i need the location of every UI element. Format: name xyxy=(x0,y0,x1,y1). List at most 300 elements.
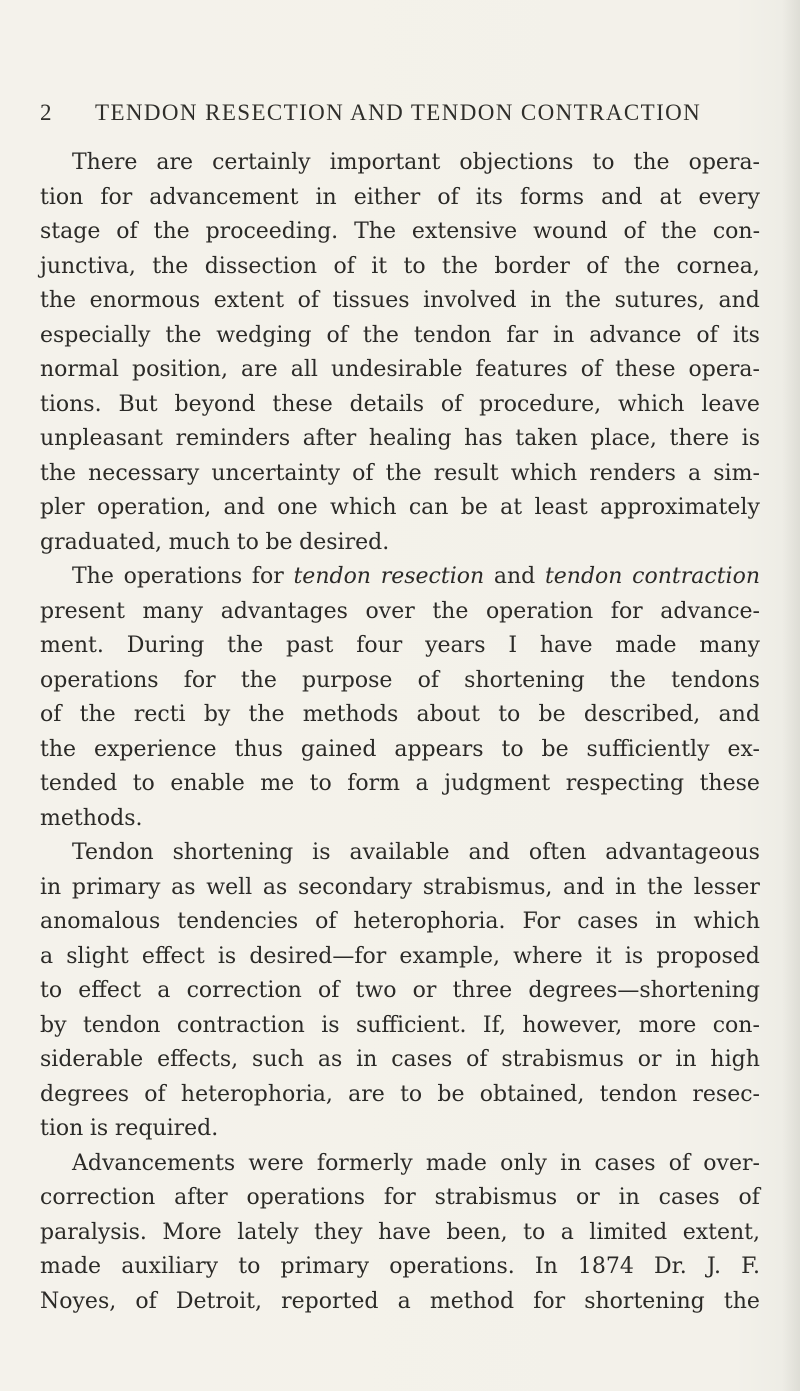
word: recti xyxy=(133,702,186,727)
word: be xyxy=(265,529,293,555)
word: lately xyxy=(237,1219,299,1245)
word: Tendon xyxy=(72,840,154,865)
word: which xyxy=(329,495,397,520)
word: tions. xyxy=(40,391,102,417)
word: involved xyxy=(423,288,517,313)
word: effect xyxy=(78,978,142,1003)
page-number: 2 xyxy=(40,100,53,125)
word: gained xyxy=(300,736,377,762)
word: has xyxy=(464,426,503,451)
word: operations xyxy=(123,564,243,589)
word: the xyxy=(40,288,77,313)
word: be xyxy=(541,736,569,762)
word: is xyxy=(321,1012,340,1038)
word: Advancements xyxy=(72,1150,236,1176)
word: high xyxy=(710,1047,760,1072)
word: a xyxy=(688,460,702,486)
word: the xyxy=(165,322,202,348)
word: is xyxy=(89,1116,109,1141)
word: reported xyxy=(281,1288,379,1314)
word: by xyxy=(40,1012,67,1038)
word: objections xyxy=(459,150,574,175)
word: example, xyxy=(399,943,500,969)
word: in xyxy=(40,874,62,900)
text-line xyxy=(40,250,760,285)
word: advantages xyxy=(220,598,348,624)
word: to xyxy=(236,529,259,555)
word: a xyxy=(415,771,429,796)
text-line xyxy=(40,1078,760,1113)
word: tendons xyxy=(671,667,760,693)
word: of xyxy=(696,322,718,348)
word: the xyxy=(432,598,469,624)
word: proposed xyxy=(656,943,760,969)
word: the xyxy=(40,736,77,762)
word: to xyxy=(498,702,521,727)
word: of xyxy=(315,909,337,934)
running-header xyxy=(40,100,760,140)
word: the xyxy=(609,667,646,693)
word: as xyxy=(171,874,196,900)
word: to xyxy=(40,978,63,1003)
word: primary xyxy=(71,874,161,900)
word: operation, xyxy=(96,495,212,520)
text-line xyxy=(40,491,760,526)
word: methods xyxy=(302,702,399,727)
word: tendon xyxy=(82,1012,161,1038)
text-line xyxy=(40,422,760,457)
word: after xyxy=(302,426,357,451)
word: be xyxy=(437,1081,465,1107)
word: for xyxy=(100,184,133,210)
word: in xyxy=(560,1150,582,1176)
word: There xyxy=(72,150,138,175)
word: were xyxy=(248,1150,304,1176)
word: more xyxy=(638,1012,697,1038)
word: present xyxy=(40,598,125,624)
word: healing xyxy=(368,426,452,451)
word: to xyxy=(592,150,615,175)
word: advancement xyxy=(149,184,299,210)
word: where xyxy=(513,943,583,969)
word: dissection xyxy=(204,253,318,279)
word: of xyxy=(738,1185,760,1210)
word: in xyxy=(618,1185,640,1210)
word: shortening xyxy=(172,840,294,865)
word: of xyxy=(466,1047,488,1072)
word: sufficiently xyxy=(586,736,710,762)
word: The xyxy=(72,564,114,589)
word: limited xyxy=(589,1219,668,1245)
word: which xyxy=(510,460,578,486)
word: over- xyxy=(703,1150,760,1176)
word: wedging xyxy=(216,322,312,348)
word: thus xyxy=(234,736,283,762)
word: and xyxy=(601,184,643,210)
word: But xyxy=(118,391,158,417)
word: cases xyxy=(594,1150,656,1176)
word: heterophoria, xyxy=(180,1081,333,1107)
word: ment. xyxy=(40,633,104,658)
word: resec- xyxy=(692,1081,760,1107)
word: and xyxy=(718,702,760,727)
word: these xyxy=(615,357,676,382)
text-line xyxy=(40,664,760,699)
word: contraction xyxy=(632,564,760,589)
word: to xyxy=(523,1219,546,1245)
word: lesser xyxy=(693,874,760,900)
word: been, xyxy=(446,1219,508,1245)
text-line xyxy=(40,767,760,802)
word: normal xyxy=(40,357,119,382)
word: of xyxy=(668,1150,691,1176)
word: strabismus, xyxy=(422,874,553,900)
text-line xyxy=(40,802,760,837)
word: many xyxy=(699,633,760,658)
word: years xyxy=(425,633,486,658)
word: renders xyxy=(589,460,676,486)
word: junctiva, xyxy=(40,253,136,279)
word: The xyxy=(354,219,396,244)
word: features xyxy=(475,357,568,382)
text-line xyxy=(40,1147,760,1182)
word: operations xyxy=(246,1185,366,1210)
word: experience xyxy=(93,736,217,762)
word: many xyxy=(142,598,204,624)
text-line xyxy=(40,905,760,940)
word: four xyxy=(356,633,403,658)
word: paralysis. xyxy=(40,1219,147,1245)
word: in xyxy=(675,1047,697,1072)
word: a xyxy=(397,1288,411,1314)
running-title: TENDON RESECTION AND TENDON CONTRACTION xyxy=(95,100,702,125)
word: least xyxy=(534,495,588,520)
word: the xyxy=(442,253,479,279)
word: undesirable xyxy=(330,357,463,382)
word: approximately xyxy=(600,495,760,520)
word: of xyxy=(135,1288,157,1314)
word: proceeding. xyxy=(205,219,339,244)
word: or xyxy=(637,1047,662,1072)
word: auxiliary xyxy=(121,1254,219,1279)
text-line xyxy=(40,1216,760,1251)
text-line xyxy=(40,1112,760,1147)
word: the xyxy=(248,702,285,727)
word: the xyxy=(79,702,116,727)
word: the xyxy=(152,253,189,279)
text-line xyxy=(40,871,760,906)
word: certainly xyxy=(212,150,311,175)
word: are xyxy=(348,1081,385,1107)
word: tion xyxy=(40,184,84,210)
word: wound xyxy=(533,219,608,244)
text-line xyxy=(40,940,760,975)
word: and xyxy=(223,495,265,520)
word: about xyxy=(416,702,480,727)
word: three xyxy=(452,978,513,1003)
word: such xyxy=(252,1047,304,1072)
word: me xyxy=(260,771,295,796)
word: degrees—shortening xyxy=(528,978,760,1003)
word: can xyxy=(408,495,449,520)
word: 1874 xyxy=(577,1254,634,1279)
word: to xyxy=(400,1081,423,1107)
word: enable xyxy=(170,771,245,796)
word: Dr. xyxy=(654,1254,687,1279)
text-line xyxy=(40,698,760,733)
text-line xyxy=(40,215,760,250)
word: cases xyxy=(391,1047,453,1072)
word: tendon xyxy=(293,564,371,589)
word: advance xyxy=(589,322,682,348)
word: judgment xyxy=(444,771,551,796)
word: of xyxy=(417,667,439,693)
word: over xyxy=(365,598,415,624)
word: border xyxy=(494,253,570,279)
word: J. xyxy=(706,1254,722,1279)
word: every xyxy=(698,184,760,210)
word: two xyxy=(355,978,397,1003)
word: tended xyxy=(40,771,118,796)
word: form xyxy=(347,771,401,796)
text-line xyxy=(40,526,760,561)
body-text xyxy=(40,146,760,1319)
word: advantageous xyxy=(605,840,760,865)
word: to xyxy=(403,253,426,279)
word: the xyxy=(723,1288,760,1314)
word: to xyxy=(501,736,524,762)
word: strabismus xyxy=(501,1047,624,1072)
word: in xyxy=(356,1047,378,1072)
word: sufficient. xyxy=(355,1012,467,1038)
word: result xyxy=(433,460,499,486)
word: and xyxy=(563,874,605,900)
word: sim- xyxy=(713,460,760,486)
word: have xyxy=(539,633,593,658)
text-line xyxy=(40,319,760,354)
word: as xyxy=(262,874,288,900)
word: slight xyxy=(66,943,129,969)
word: made xyxy=(615,633,677,658)
word: tendon xyxy=(413,322,492,348)
word: During xyxy=(126,633,205,658)
word: sutures, xyxy=(614,288,705,313)
word: shortening xyxy=(584,1288,705,1314)
word: for xyxy=(183,667,216,693)
word: method xyxy=(429,1288,515,1314)
word: it xyxy=(371,253,388,279)
word: the xyxy=(362,322,399,348)
word: shortening xyxy=(464,667,585,693)
word: Detroit, xyxy=(175,1288,263,1314)
word: beyond xyxy=(174,391,256,417)
word: to xyxy=(309,771,332,796)
word: advance- xyxy=(660,598,760,624)
word: described, xyxy=(583,702,701,727)
word: uncertainty xyxy=(211,460,341,486)
word: and xyxy=(468,840,510,865)
word: is xyxy=(312,840,331,865)
word: one xyxy=(277,495,318,520)
word: graduated, xyxy=(40,529,163,555)
word: of xyxy=(116,219,138,244)
word: obtained, xyxy=(479,1081,585,1107)
word: for xyxy=(383,1185,416,1210)
text-line xyxy=(40,284,760,319)
word: methods. xyxy=(40,805,143,831)
word: far xyxy=(506,322,539,348)
word: secondary xyxy=(297,874,413,900)
text-line xyxy=(40,146,760,181)
word: of xyxy=(437,184,459,210)
word: are xyxy=(241,357,278,382)
word: its xyxy=(732,322,760,348)
word: it xyxy=(595,943,612,969)
word: unpleasant xyxy=(40,426,164,451)
word: position, xyxy=(132,357,228,382)
word: for xyxy=(533,1288,566,1314)
word: a xyxy=(560,1219,574,1245)
word: to xyxy=(238,1254,261,1279)
word: effect xyxy=(141,943,205,969)
word: in xyxy=(553,322,575,348)
word: I xyxy=(508,633,518,658)
word: purpose xyxy=(302,667,393,693)
word: leave xyxy=(701,391,760,417)
word: be xyxy=(460,495,488,520)
word: con- xyxy=(712,219,760,244)
text-line xyxy=(40,560,760,595)
word: con- xyxy=(712,1012,760,1038)
text-line xyxy=(40,836,760,871)
word: correction xyxy=(186,978,302,1003)
word: degrees xyxy=(40,1081,130,1107)
word: in xyxy=(315,184,337,210)
word: and xyxy=(493,564,536,589)
word: of xyxy=(326,322,348,348)
word: there xyxy=(669,426,730,451)
word: the xyxy=(153,219,190,244)
word: siderable xyxy=(40,1047,144,1072)
word: effects, xyxy=(157,1047,239,1072)
word: opera- xyxy=(688,357,760,382)
word: cornea, xyxy=(676,253,760,279)
word: Noyes, xyxy=(40,1288,117,1314)
word: of xyxy=(580,357,603,382)
word: strabismus xyxy=(434,1185,558,1210)
word: enormous xyxy=(89,288,201,313)
word: be xyxy=(538,702,566,727)
word: heterophoria. xyxy=(353,909,506,934)
word: is xyxy=(741,426,760,451)
text-line xyxy=(40,181,760,216)
word: anomalous xyxy=(40,909,161,934)
word: of xyxy=(440,391,463,417)
word: after xyxy=(174,1185,228,1210)
word: these xyxy=(699,771,760,796)
text-line xyxy=(40,457,760,492)
text-line xyxy=(40,1250,760,1285)
text-line xyxy=(40,595,760,630)
word: reminders xyxy=(175,426,291,451)
word: of xyxy=(352,460,374,486)
word: place, xyxy=(590,426,657,451)
word: correction xyxy=(40,1185,156,1210)
word: pler xyxy=(40,495,85,520)
text-line xyxy=(40,974,760,1009)
word: have xyxy=(378,1219,431,1245)
word: the xyxy=(227,633,264,658)
word: in xyxy=(530,288,552,313)
word: cases xyxy=(658,1185,720,1210)
word: taken xyxy=(515,426,578,451)
text-line xyxy=(40,629,760,664)
word: tendencies xyxy=(177,909,299,934)
word: a xyxy=(40,943,54,969)
text-line xyxy=(40,1181,760,1216)
word: which xyxy=(693,909,760,934)
word: the xyxy=(660,219,697,244)
word: well xyxy=(206,874,253,900)
word: ex- xyxy=(727,736,760,762)
word: available xyxy=(349,840,450,865)
text-line xyxy=(40,388,760,423)
word: for xyxy=(251,564,284,589)
word: of xyxy=(40,702,62,727)
word: the xyxy=(633,150,670,175)
text-line xyxy=(40,1043,760,1078)
word: For xyxy=(522,909,561,934)
page-edge-shadow xyxy=(782,0,800,1391)
word: important xyxy=(329,150,441,175)
word: F. xyxy=(741,1254,760,1279)
word: desired. xyxy=(299,529,390,555)
word: made xyxy=(425,1150,487,1176)
word: at xyxy=(500,495,523,520)
word: only xyxy=(500,1150,547,1176)
word: tion xyxy=(40,1116,84,1141)
word: details xyxy=(349,391,424,417)
word: the xyxy=(647,874,684,900)
word: to xyxy=(132,771,155,796)
word: all xyxy=(290,357,318,382)
word: extent, xyxy=(682,1219,760,1245)
word: or xyxy=(575,1185,600,1210)
word: much xyxy=(168,529,231,555)
word: tendon xyxy=(599,1081,678,1107)
word: In xyxy=(534,1254,558,1279)
word: primary xyxy=(280,1254,370,1279)
word: procedure, xyxy=(479,391,602,417)
word: or xyxy=(412,978,437,1003)
word: the xyxy=(40,460,77,486)
word: of xyxy=(623,219,645,244)
word: tendon xyxy=(544,564,623,589)
word: stage xyxy=(40,219,101,244)
word: contraction xyxy=(176,1012,305,1038)
word: formerly xyxy=(316,1150,413,1176)
word: however, xyxy=(522,1012,623,1038)
word: forms xyxy=(519,184,585,210)
text-line xyxy=(40,1285,760,1320)
word: often xyxy=(528,840,587,865)
word: for xyxy=(610,598,643,624)
word: its xyxy=(475,184,503,210)
word: the xyxy=(565,288,602,313)
word: are xyxy=(156,150,194,175)
word: in xyxy=(655,909,677,934)
word: opera- xyxy=(688,150,760,175)
